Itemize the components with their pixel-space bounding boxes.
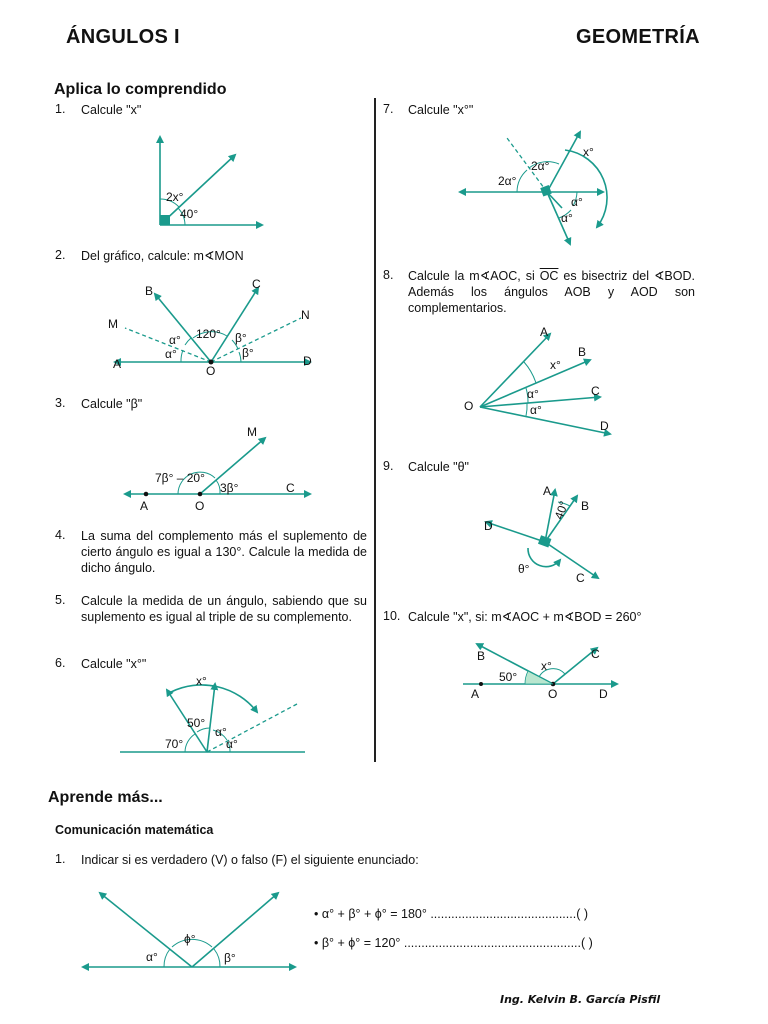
svg-text:B: B (581, 499, 590, 513)
svg-text:C: C (591, 647, 600, 661)
bullet-icon: • (314, 907, 322, 921)
svg-text:α°: α° (215, 725, 227, 739)
svg-text:x°: x° (583, 145, 594, 159)
svg-text:7β° – 20°: 7β° – 20° (155, 471, 205, 485)
svg-text:ϕ°: ϕ° (184, 932, 196, 946)
svg-text:D: D (484, 519, 493, 533)
svg-text:D: D (600, 419, 609, 433)
svg-text:O: O (206, 364, 216, 378)
svg-text:2α°: 2α° (531, 159, 550, 173)
problem-9-text: Calcule "θ" (408, 460, 469, 474)
svg-text:B: B (477, 649, 486, 663)
question-1-number: 1. (55, 852, 66, 866)
bullet-icon: • (314, 936, 322, 950)
svg-text:50°: 50° (187, 716, 206, 730)
svg-text:O: O (548, 687, 558, 701)
svg-text:A: A (540, 325, 549, 339)
segment-OC: $\overline{OC}$ (539, 269, 559, 283)
right-angle-mark (160, 215, 170, 225)
svg-text:B: B (578, 345, 587, 359)
svg-text:α°: α° (530, 403, 542, 417)
svg-text:M: M (108, 317, 118, 331)
svg-text:D: D (303, 354, 312, 368)
svg-text:2α°: 2α° (498, 174, 517, 188)
svg-text:C: C (252, 277, 261, 291)
subject-title: GEOMETRÍA (576, 26, 700, 48)
svg-text:x°: x° (550, 358, 561, 372)
problem-4-number: 4. (55, 528, 66, 542)
svg-text:β°: β° (242, 346, 254, 360)
svg-text:70°: 70° (165, 737, 184, 751)
figure-problem-9 (480, 480, 610, 590)
figure-problem-7 (455, 122, 615, 252)
svg-text:A: A (471, 687, 480, 701)
section-title-aprende: Aprende más... (48, 789, 163, 806)
column-divider (374, 98, 376, 762)
problem-3-number: 3. (55, 396, 66, 410)
figure-problem-1 (140, 125, 275, 235)
figure-problem-8 (460, 322, 620, 442)
problem-7-text: Calcule "x°" (408, 103, 474, 117)
svg-text:α°: α° (571, 195, 583, 209)
figure-question-1 (80, 885, 300, 980)
label-2x: 2x° (166, 190, 184, 204)
svg-text:M: M (247, 425, 257, 439)
problem-7-number: 7. (383, 102, 394, 116)
svg-text:α°: α° (561, 211, 573, 225)
svg-text:A: A (140, 499, 149, 513)
document-title: ÁNGULOS I (66, 26, 180, 48)
svg-text:x°: x° (196, 674, 207, 688)
problem-10-number: 10. (383, 609, 401, 623)
svg-text:α°: α° (146, 950, 158, 964)
svg-text:C: C (576, 571, 585, 585)
svg-text:α°: α° (165, 347, 177, 361)
statement-2: • β° + ϕ° = 120° ...................................................( ) (314, 936, 593, 950)
svg-text:C: C (591, 384, 600, 398)
svg-text:O: O (464, 399, 474, 413)
svg-text:α°: α° (169, 333, 181, 347)
figure-problem-2 (105, 270, 325, 380)
figure-problem-6 (115, 670, 315, 762)
problem-2-number: 2. (55, 248, 66, 262)
question-1-text: Indicar si es verdadero (V) o falso (F) el siguiente enunciado: (81, 853, 419, 867)
problem-5-text: Calcule la medida de un ángulo, sabiendo que su suplemento es igual al triple de su complemento. (81, 594, 367, 624)
svg-text:θ°: θ° (518, 562, 530, 576)
svg-text:D: D (599, 687, 608, 701)
figure-problem-10 (455, 630, 630, 705)
problem-6-text: Calcule "x°" (81, 657, 147, 671)
statement-1: • α° + β° + ϕ° = 180° ..........................................( ) (314, 907, 588, 921)
svg-text:40°: 40° (551, 499, 572, 522)
svg-text:β°: β° (235, 331, 247, 345)
problem-8-text: Calcule la m∢AOC, si $\overline{OC}$ es bisectriz del ∢BOD. Además los ángulos AOB y AOD son complementarios. (408, 269, 695, 315)
svg-text:α°: α° (226, 737, 238, 751)
svg-text:B: B (145, 284, 154, 298)
problem-10-text: Calcule "x", si: m∢AOC + m∢BOD = 260° (408, 610, 642, 624)
svg-text:C: C (286, 481, 295, 495)
problem-1-number: 1. (55, 102, 66, 116)
svg-text:A: A (113, 357, 122, 371)
section-subtitle: Comunicación matemática (55, 823, 214, 837)
problem-1-text: Calcule "x" (81, 103, 142, 117)
svg-text:A: A (543, 484, 552, 498)
problem-5-number: 5. (55, 593, 66, 607)
svg-text:β°: β° (224, 951, 236, 965)
problem-4-text: La suma del complemento más el suplemento de cierto ángulo es igual a 130°. Calcule la medida de dicho ángulo. (81, 529, 367, 575)
svg-text:3β°: 3β° (220, 481, 239, 495)
author-footer: Ing. Kelvin B. García Pisfil (500, 993, 661, 1006)
figure-problem-3 (120, 420, 320, 515)
problem-9-number: 9. (383, 459, 394, 473)
svg-text:120°: 120° (196, 327, 221, 341)
label-40: 40° (180, 207, 199, 221)
svg-text:N: N (301, 308, 310, 322)
problem-2-text: Del gráfico, calcule: m∢MON (81, 249, 244, 263)
svg-text:α°: α° (527, 387, 539, 401)
problem-6-number: 6. (55, 656, 66, 670)
problem-3-text: Calcule "β" (81, 397, 143, 411)
problem-8-number: 8. (383, 268, 394, 282)
svg-text:O: O (195, 499, 205, 513)
svg-text:50°: 50° (499, 670, 518, 684)
svg-text:x°: x° (541, 659, 552, 673)
section-title-aplica: Aplica lo comprendido (54, 81, 227, 98)
